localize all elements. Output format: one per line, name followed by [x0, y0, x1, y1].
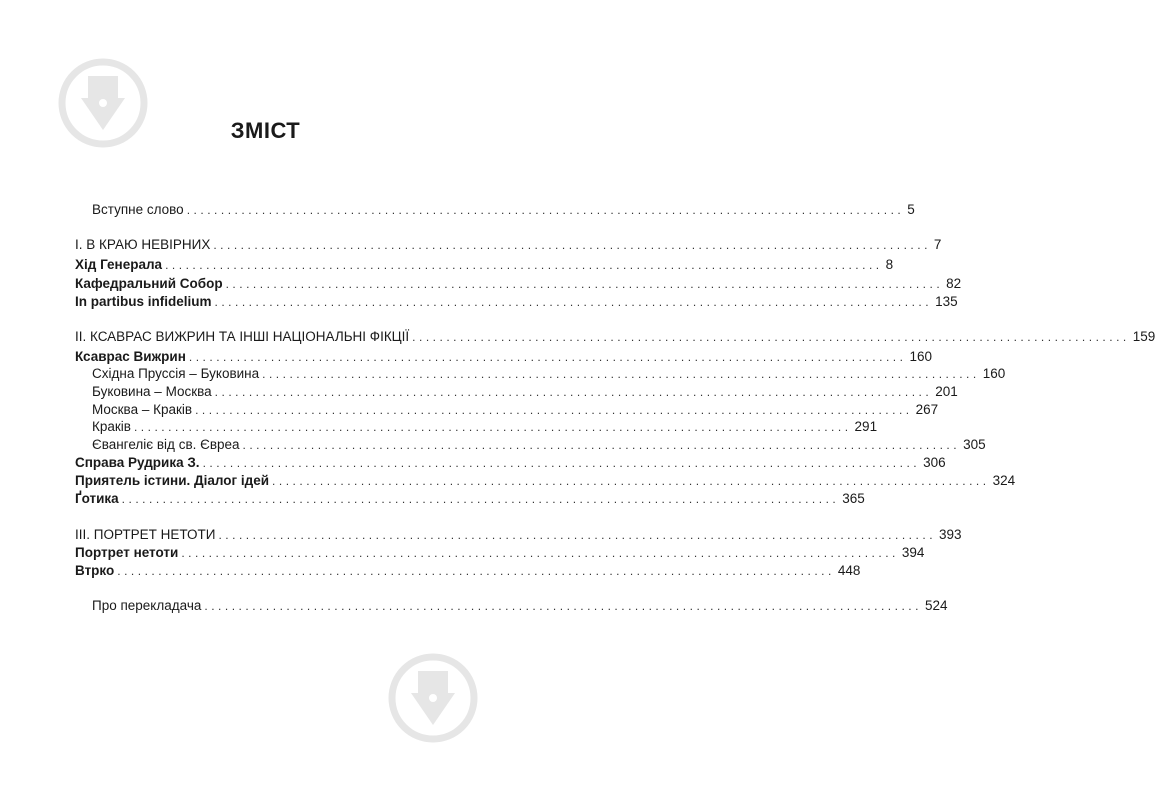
toc-entry [75, 527, 962, 545]
toc-entry-title: Справа Рудрика З. [75, 455, 200, 470]
toc-leader-dots: ......................................................................................................... [218, 528, 937, 542]
toc-leader-dots: ......................................................................................................... [225, 277, 944, 291]
toc-entry [92, 202, 915, 220]
toc-entry-title: Східна Пруссія – Буковина [92, 366, 260, 381]
toc-page-number: 82 [946, 276, 962, 291]
toc-page-number: 7 [933, 237, 942, 252]
toc-entry-title: Краків [92, 419, 131, 434]
toc-leader-dots: ......................................................................................................... [213, 238, 931, 252]
toc-leader-dots: ......................................................................................................... [272, 474, 990, 488]
toc-page-number: 305 [963, 437, 986, 452]
toc-leader-dots: ......................................................................................................... [412, 330, 1130, 344]
toc-entry-title: ІІІ. ПОРТРЕТ НЕТОТИ [75, 527, 216, 542]
toc-page-number: 393 [939, 527, 962, 542]
toc-leader-dots: ......................................................................................................... [117, 564, 835, 578]
toc-entry [92, 366, 1006, 384]
toc-leader-dots: ......................................................................................................... [202, 456, 921, 470]
toc-page-number: 306 [923, 455, 946, 470]
toc-page-number: 448 [837, 563, 861, 578]
toc-entry [75, 545, 925, 563]
toc-entry-title: Приятель істини. Діалог ідей [75, 473, 270, 488]
toc-leader-dots: ......................................................................................................... [242, 438, 961, 452]
toc-page-number: 160 [982, 366, 1006, 381]
toc-entry-title: Москва – Краків [92, 402, 193, 417]
toc-entry-title: Кафедральний Собор [75, 276, 223, 291]
toc-entry-title: Портрет нетоти [75, 545, 179, 560]
toc-entry-title: І. В КРАЮ НЕВІРНИХ [75, 237, 211, 252]
toc-entry [75, 237, 942, 255]
toc-leader-dots: ......................................................................................................... [181, 546, 899, 560]
toc-entry [92, 598, 948, 616]
toc-entry [75, 276, 962, 294]
toc-entry-title: In partibus infidelium [75, 294, 212, 309]
toc-leader-dots: ......................................................................................................... [214, 385, 933, 399]
toc-entry [92, 384, 958, 402]
toc-entry [75, 491, 865, 509]
toc-page-number: 135 [935, 294, 958, 309]
toc-entry [75, 563, 861, 581]
toc-entry [75, 329, 1155, 347]
toc-entry-title: Вступне слово [92, 202, 184, 217]
toc-entry [75, 257, 894, 275]
toc-entry [75, 455, 946, 473]
toc-leader-dots: ......................................................................................................... [133, 420, 852, 434]
toc-entry [92, 402, 939, 420]
toc-entry [75, 349, 932, 367]
toc-entry [92, 419, 878, 437]
toc-entry-title: Ксаврас Вижрин [75, 349, 186, 364]
toc-entry [75, 294, 958, 312]
toc-page-number: 291 [854, 419, 878, 434]
toc-entry-title: Буковина – Москва [92, 384, 212, 399]
toc-page-number: 524 [924, 598, 948, 613]
toc-leader-dots: ......................................................................................................... [262, 367, 980, 381]
toc-page-number: 159 [1132, 329, 1155, 344]
toc-leader-dots: ......................................................................................................... [121, 492, 840, 506]
toc-leader-dots: ......................................................................................................... [195, 403, 913, 417]
toc-leader-dots: ......................................................................................................... [186, 203, 905, 217]
toc-page-number: 201 [935, 384, 958, 399]
toc-page-number: 324 [992, 473, 1016, 488]
toc-entry-title: Втрко [75, 563, 115, 578]
toc-page-number: 8 [885, 257, 894, 272]
toc-entry-title: Ґотика [75, 491, 119, 506]
toc-entry-title: Євангеліє від св. Євреа [92, 437, 240, 452]
toc-entry-title: Хід Генерала [75, 257, 163, 272]
toc-page-number: 160 [909, 349, 932, 364]
toc-entry [75, 473, 1016, 491]
toc-entry [92, 437, 986, 455]
page-title: ЗМІСТ [230, 118, 301, 143]
toc-leader-dots: ......................................................................................................... [214, 295, 933, 309]
toc-entry-title: ІІ. КСАВРАС ВИЖРИН ТА ІНШІ НАЦІОНАЛЬНІ ФІКЦІЇ [75, 329, 410, 344]
pen-nib-watermark-icon [388, 653, 478, 743]
toc-entry-title: Про перекладача [92, 598, 202, 613]
toc-page-number: 394 [901, 545, 925, 560]
toc-leader-dots: ......................................................................................................... [165, 258, 883, 272]
toc-leader-dots: ......................................................................................................... [204, 599, 922, 613]
toc-leader-dots: ......................................................................................................... [188, 350, 907, 364]
toc-page-number: 5 [907, 202, 915, 217]
toc-page-number: 267 [915, 402, 939, 417]
toc-page-number: 365 [842, 491, 865, 506]
